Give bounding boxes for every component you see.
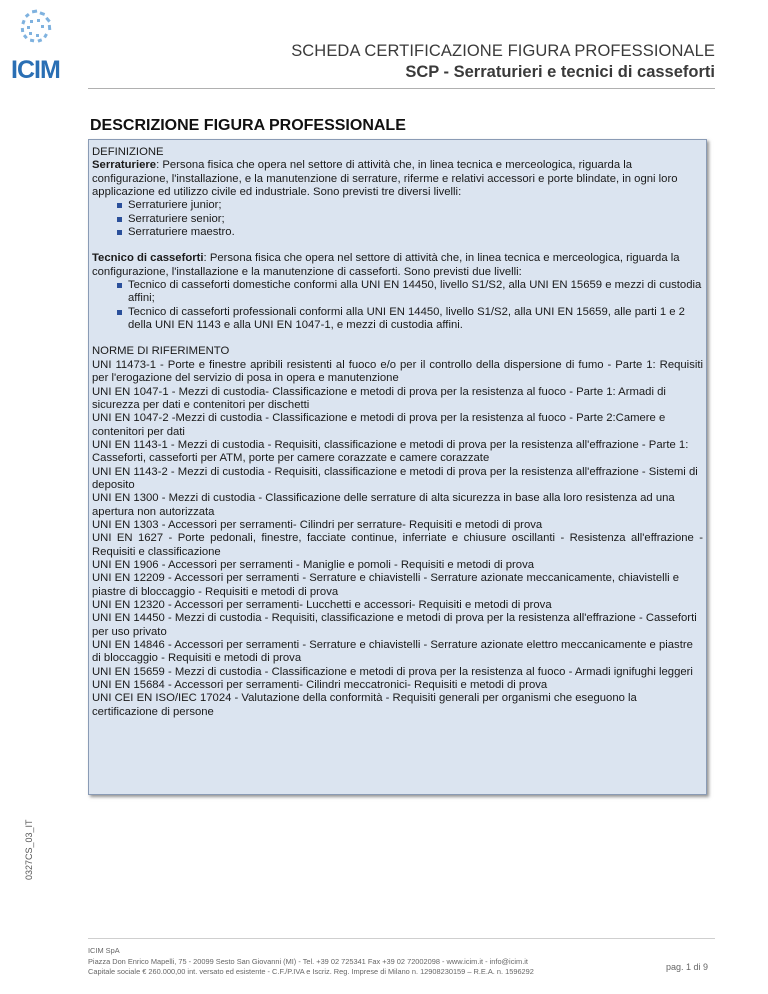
norma-item: UNI EN 1627 - Porte pedonali, finestre, facciate continue, inferriate e chiusure oscillanti - Resistenza all'effrazione - Requisiti e classificazione <box>92 532 703 558</box>
norma-item: UNI CEI EN ISO/IEC 17024 - Valutazione della conformità - Requisiti generali per organismi che eseguono la certificazione di persone <box>92 692 637 718</box>
norma-item: UNI EN 12320 - Accessori per serramenti- Lucchetti e accessori- Requisiti e metodi di prova <box>92 599 552 611</box>
norma-item: UNI EN 1303 - Accessori per serramenti- Cilindri per serrature- Requisiti e metodi di prova <box>92 518 543 531</box>
section-title: DESCRIZIONE FIGURA PROFESSIONALE <box>90 117 406 134</box>
norme-heading: NORME DI RIFERIMENTO <box>92 345 230 358</box>
norma-item: UNI EN 1047-1 - Mezzi di custodia- Classificazione e metodi di prova per la resistenza al fuoco - Parte 1: Armadi di sicurezza per dati e contenitori per dischetti <box>92 385 666 411</box>
tecnico-levels-list <box>92 279 703 332</box>
norma-item: UNI EN 1047-2 -Mezzi di custodia - Classificazione e metodi di prova per la resistenza al fuoco - Parte 2:Camere e contenitori per dati <box>92 412 666 438</box>
footer-company: ICIM SpA <box>88 946 120 955</box>
norma-item: UNI EN 1143-2 - Mezzi di custodia - Requisiti, classificazione e metodi di prova per la resistenza all'effrazione - Sistemi di deposito <box>92 465 698 491</box>
footer-legal: Capitale sociale € 260.000,00 int. versato ed esistente - C.F./P.IVA e Iscriz. Reg. Imprese di Milano n. 12908230159 – R.E.A. n. 1596292 <box>88 967 534 976</box>
serraturiere-text: : Persona fisica che opera nel settore di attività che, in linea tecnica e merceologica, riguarda la configurazione, l'installazione, e la manutenzione di serrature, riferme e relativi accessori e porte blindate, in ogni loro applicazione ed utilizzo civile ed industriale. Sono previsti tre diversi livelli: <box>92 159 678 199</box>
serraturiere-levels-list <box>92 199 703 239</box>
page-number: pag. 1 di 9 <box>665 962 708 972</box>
norma-item: UNI EN 1906 - Accessori per serramenti - Maniglie e pomoli - Requisiti e metodi di prova <box>92 558 535 571</box>
footer-address: Piazza Don Enrico Mapelli, 75 - 20099 Sesto San Giovanni (MI) - Tel. +39 02 725341 Fax +39 02 72002098 - www.icim.it - info@icim.it <box>88 956 528 966</box>
header-subtitle: SCP - Serraturieri e tecnici di casseforti <box>405 63 715 81</box>
serraturiere-definition <box>92 159 703 199</box>
norma-item: UNI 11473-1 - Porte e finestre apribili resistenti al fuoco e/o per il controllo della dispersione di fumo - Parte 1: Requisiti per l'erogazione del servizio di posa in opera e manutenzione <box>92 358 703 385</box>
list-item: Serraturiere maestro. <box>117 226 703 239</box>
norma-item: UNI EN 15684 - Accessori per serramenti- Cilindri meccatronici- Requisiti e metodi di prova <box>92 679 548 692</box>
serraturiere-term: Serraturiere <box>92 159 157 172</box>
header-title: SCHEDA CERTIFICAZIONE FIGURA PROFESSIONALE <box>291 42 715 60</box>
icim-logo <box>8 6 64 84</box>
norme-list <box>92 359 703 719</box>
list-item: Tecnico di casseforti professionali conformi alla UNI EN 14450, livello S1/S2, alla UNI EN 15659, alle parti 1 e 2 della UNI EN 1143 e alla UNI EN 1047-1, e mezzi di custodia affini. <box>117 306 703 333</box>
tecnico-term: Tecnico di casseforti <box>92 252 204 265</box>
norma-item: UNI EN 12209 - Accessori per serramenti - Serrature e chiavistelli - Serrature azionate meccanicamente, chiavistelli e piastre di bloccaggio - Requisiti e metodi di prova <box>92 572 680 598</box>
tecnico-text: : Persona fisica che opera nel settore di attività che, in linea tecnica e merceologica, riguarda la configurazione, l'installazione e la manutenzione di casseforti. Sono previsti due livelli: <box>92 252 680 278</box>
list-item: Serraturiere junior; <box>117 199 703 212</box>
logo-swirl-icon <box>8 6 64 56</box>
header-divider <box>88 88 715 89</box>
tecnico-definition <box>92 252 703 279</box>
description-box <box>88 139 707 795</box>
norma-item: UNI EN 1143-1 - Mezzi di custodia - Requisiti, classificazione e metodi di prova per la resistenza all'effrazione - Parte 1: Casseforti, casseforti per ATM, porte per camere corazzate e camere corazzate <box>92 438 689 465</box>
footer-divider <box>88 938 715 939</box>
list-item: Serraturiere senior; <box>117 213 703 226</box>
list-item: Tecnico di casseforti domestiche conformi alla UNI EN 14450, livello S1/S2, alla UNI EN 15659 e mezzi di custodia affini; <box>117 279 703 306</box>
document-code: 0327CS_03_IT <box>24 819 34 880</box>
definizione-heading: DEFINIZIONE <box>92 146 164 158</box>
norma-item: UNI EN 14846 - Accessori per serramenti - Serrature e chiavistelli - Serrature azionate elettro meccanicamente e piastre di bloccaggio - Requisiti e metodi di prova <box>92 639 693 665</box>
norma-item: UNI EN 15659 - Mezzi di custodia - Classificazione e metodi di prova per la resistenza al fuoco - Armadi ignifughi leggeri <box>92 665 693 678</box>
norma-item: UNI EN 14450 - Mezzi di custodia - Requisiti, classificazione e metodi di prova per la resistenza all'effrazione - Casseforti per uso privato <box>92 612 697 638</box>
logo-text: ICIM <box>11 56 60 84</box>
footer <box>88 946 534 978</box>
norma-item: UNI EN 1300 - Mezzi di custodia - Classificazione delle serrature di alta sicurezza in base alla loro resistenza ad una apertura non autorizzata <box>92 492 675 518</box>
